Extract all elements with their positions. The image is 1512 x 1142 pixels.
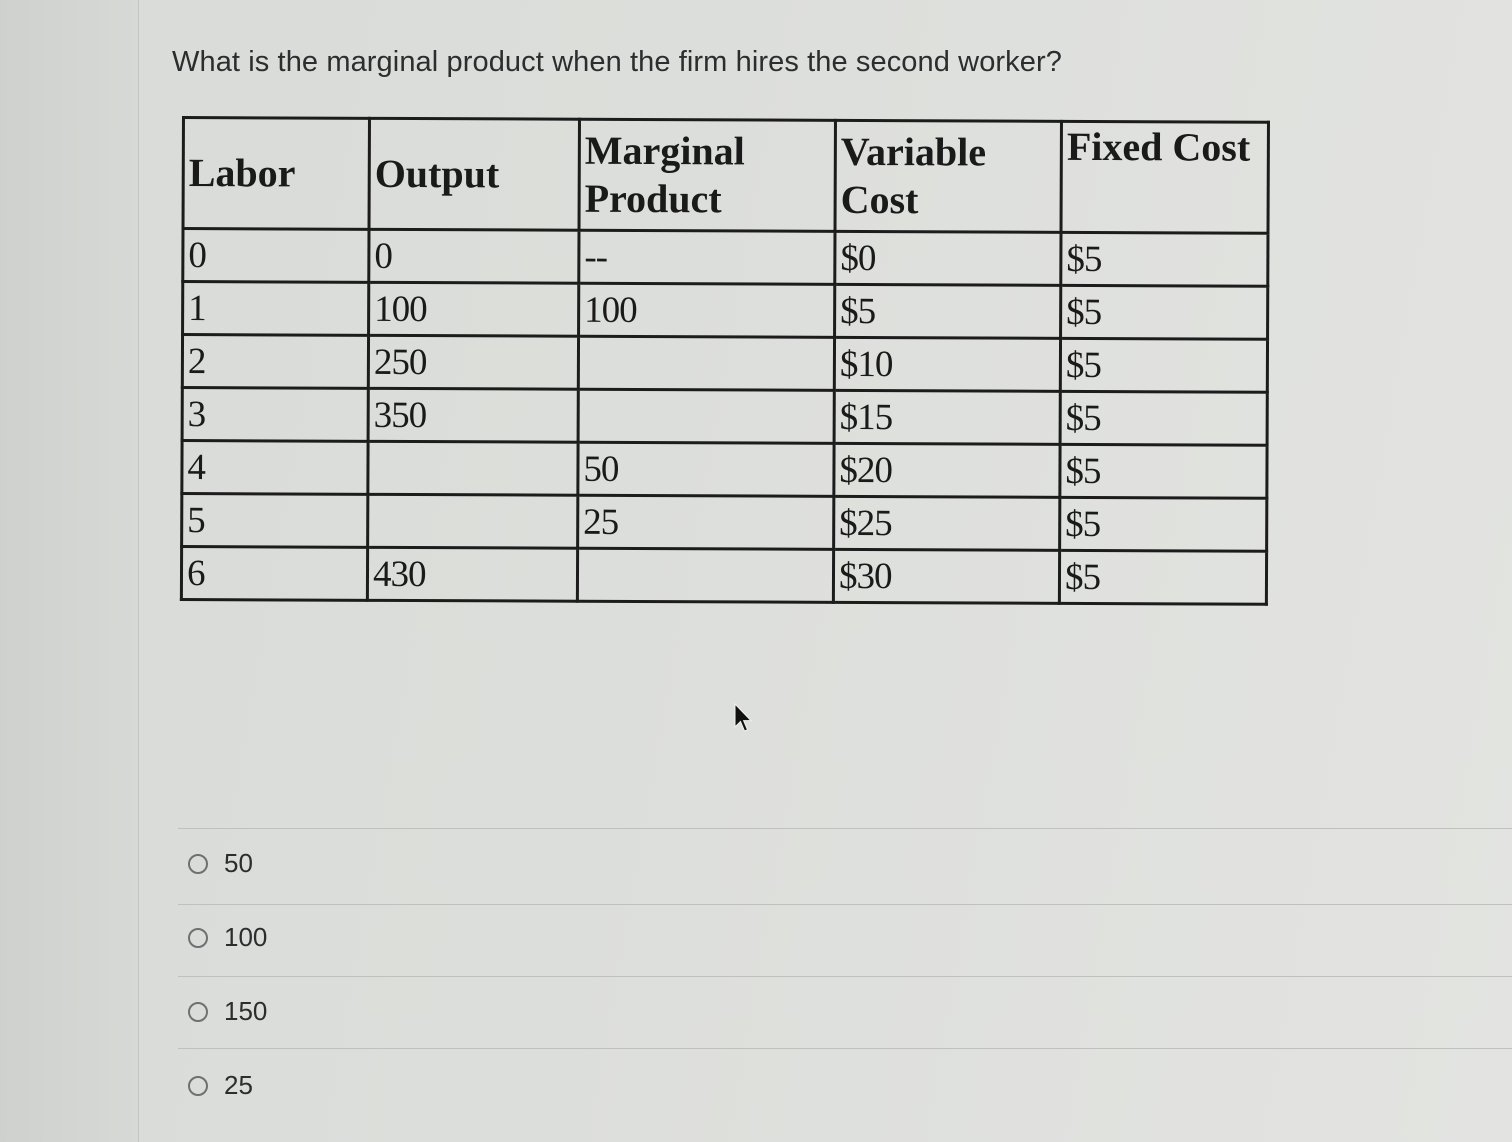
cell-variable-cost: $5 [835, 284, 1061, 338]
option-divider [178, 1048, 1512, 1049]
cell-fixed-cost: $5 [1060, 391, 1267, 445]
table-row [183, 282, 1268, 340]
cell-output [368, 494, 578, 548]
cell-variable-cost: $25 [834, 496, 1060, 550]
table-header-row [183, 118, 1268, 234]
cell-output: 0 [369, 229, 579, 283]
cell-marginal-product: -- [579, 230, 835, 284]
header-fixed-cost: Fixed Cost [1061, 121, 1268, 233]
answer-option-100[interactable] [188, 922, 267, 953]
mouse-pointer-icon [733, 703, 753, 740]
cell-output [368, 441, 578, 495]
table-row [181, 547, 1266, 605]
cell-labor: 5 [182, 494, 368, 548]
option-divider [178, 976, 1512, 977]
cell-fixed-cost: $5 [1059, 550, 1266, 604]
header-labor: Labor [183, 118, 369, 230]
cell-marginal-product [577, 548, 833, 602]
cell-fixed-cost: $5 [1060, 338, 1267, 392]
answer-option-50[interactable] [188, 848, 253, 879]
table-row [182, 388, 1267, 446]
left-margin-strip [0, 0, 139, 1142]
cell-marginal-product: 50 [578, 442, 834, 496]
table-row [183, 229, 1268, 287]
header-output: Output [369, 118, 579, 230]
cell-fixed-cost: $5 [1060, 497, 1267, 551]
cell-fixed-cost: $5 [1061, 232, 1268, 286]
cell-variable-cost: $30 [833, 549, 1059, 603]
option-label: 25 [224, 1070, 253, 1100]
table-row [182, 441, 1267, 499]
radio-circle-icon[interactable] [188, 1076, 208, 1096]
header-variable-cost [835, 120, 1061, 232]
data-table [180, 116, 1270, 606]
cell-labor: 0 [183, 229, 369, 283]
cell-variable-cost: $20 [834, 443, 1060, 497]
cell-fixed-cost: $5 [1060, 444, 1267, 498]
header-variable-line1: Variable [840, 128, 987, 175]
cell-fixed-cost: $5 [1061, 285, 1268, 339]
cell-variable-cost: $10 [834, 337, 1060, 391]
cell-output: 430 [367, 547, 577, 601]
cell-output: 350 [368, 388, 578, 442]
header-marginal-line2: Product [584, 175, 722, 222]
cell-marginal-product [578, 389, 834, 443]
header-marginal-line1: Marginal [584, 127, 745, 174]
radio-circle-icon[interactable] [188, 1002, 208, 1022]
cell-labor: 1 [183, 282, 369, 336]
cell-labor: 2 [182, 335, 368, 389]
cell-labor: 4 [182, 441, 368, 495]
option-divider [178, 828, 1512, 829]
option-label: 150 [224, 996, 268, 1026]
answer-option-25[interactable] [188, 1070, 253, 1101]
cell-output: 100 [369, 282, 579, 336]
cell-labor: 3 [182, 388, 368, 442]
table-row [182, 335, 1267, 393]
radio-circle-icon[interactable] [188, 854, 208, 874]
option-label: 50 [224, 848, 253, 878]
option-label: 100 [224, 922, 268, 952]
question-area [138, 0, 1512, 1142]
cell-output: 250 [368, 335, 578, 389]
header-marginal-product [579, 119, 835, 231]
cell-variable-cost: $0 [835, 231, 1061, 285]
radio-circle-icon[interactable] [188, 928, 208, 948]
cell-variable-cost: $15 [834, 390, 1060, 444]
question-text: What is the marginal product when the firm hires the second worker? [172, 46, 1062, 78]
cell-marginal-product [578, 336, 834, 390]
cell-labor: 6 [181, 547, 367, 601]
answer-option-150[interactable] [188, 996, 267, 1027]
option-divider [178, 904, 1512, 905]
header-variable-line2: Cost [840, 176, 919, 223]
table-row [182, 494, 1267, 552]
cell-marginal-product: 25 [578, 495, 834, 549]
cell-marginal-product: 100 [579, 283, 835, 337]
